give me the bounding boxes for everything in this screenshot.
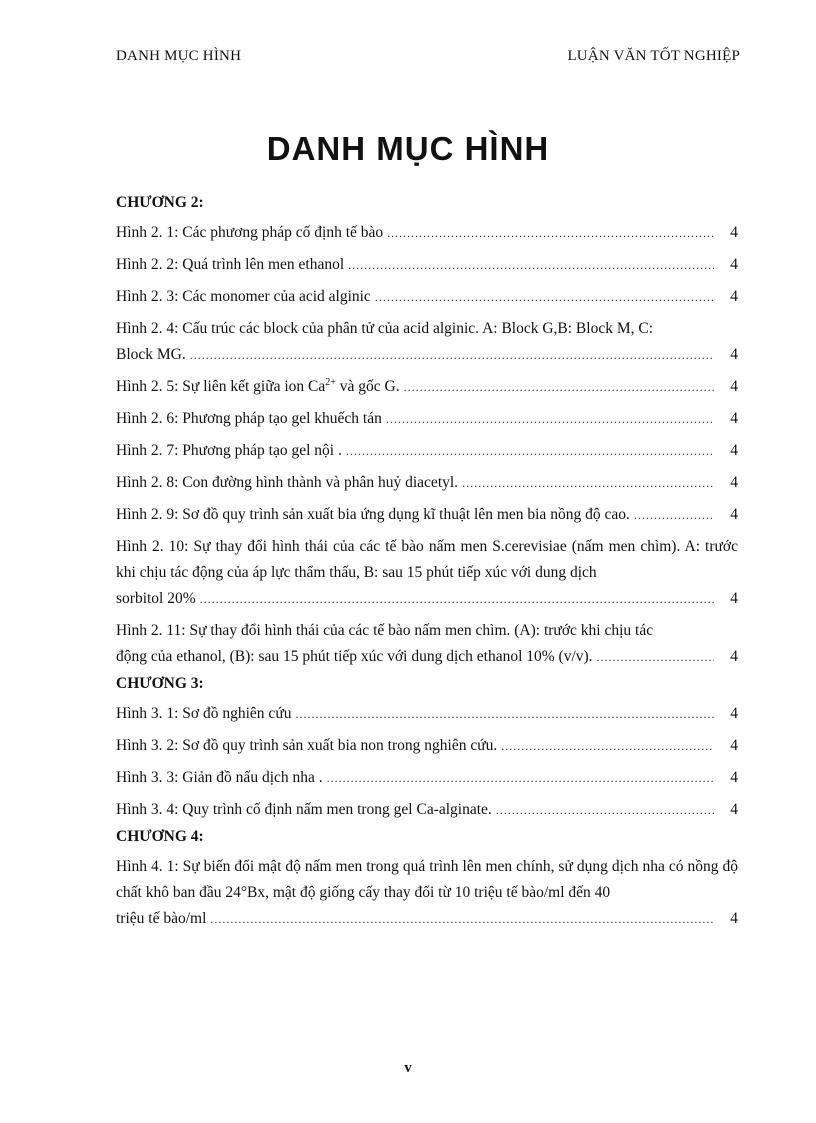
dot-leader (348, 252, 714, 278)
toc-list (116, 192, 738, 935)
header-left: DANH MỤC HÌNH (116, 48, 242, 64)
entry-page: 4 (730, 769, 738, 786)
toc-entry[interactable] (116, 406, 738, 432)
chapter-heading: CHƯƠNG 3: (116, 675, 204, 692)
superscript: 2+ (325, 376, 336, 388)
entry-text: Hình 3. 3: Giản đồ nấu dịch nha . (116, 769, 323, 786)
dot-leader (346, 438, 714, 464)
dot-leader (496, 797, 714, 823)
page-title: DANH MỤC HÌNH (266, 130, 550, 167)
entry-page: 4 (730, 801, 738, 818)
entry-page: 4 (730, 256, 738, 273)
entry-page: 4 (730, 648, 738, 665)
toc-entry[interactable] (116, 701, 738, 727)
entry-page: 4 (730, 346, 738, 363)
entry-text-continued: triệu tế bào/ml (116, 910, 207, 927)
entry-text: Hình 2. 7: Phương pháp tạo gel nội . (116, 442, 342, 459)
chapter-heading: CHƯƠNG 2: (116, 194, 204, 211)
entry-page: 4 (730, 442, 738, 459)
toc-entry[interactable] (116, 797, 738, 823)
entry-text: Hình 2. 9: Sơ đồ quy trình sản xuất bia ứng dụng kĩ thuật lên men bia nồng độ cao. (116, 506, 630, 523)
toc-entry[interactable] (116, 438, 738, 464)
dot-leader (375, 284, 714, 310)
entry-page: 4 (730, 224, 738, 241)
entry-text: Hình 2. 3: Các monomer của acid alginic (116, 288, 371, 305)
entry-page: 4 (730, 705, 738, 722)
entry-text: Hình 2. 4: Cấu trúc các block của phân tử của acid alginic. A: Block G,B: Block M, C: (116, 320, 654, 337)
entry-page: 4 (730, 910, 738, 927)
entry-text: Hình 2. 1: Các phương pháp cố định tế bào (116, 224, 384, 241)
entry-text: Hình 2. 8: Con đường hình thành và phân huỷ diacetyl. (116, 474, 459, 491)
toc-entry[interactable] (116, 502, 738, 528)
toc-entry[interactable] (116, 618, 738, 670)
dot-leader (327, 765, 714, 791)
entry-text: Hình 2. 5: Sự liên kết giữa ion $Ca^{2+}$ và gốc G. (116, 376, 400, 395)
entry-page: 4 (730, 474, 738, 491)
dot-leader (404, 374, 714, 400)
entry-page: 4 (730, 288, 738, 305)
chapter-heading: CHƯƠNG 4: (116, 828, 204, 845)
entry-text: Hình 4. 1: Sự biến đổi mật độ nấm men trong quá trình lên men chính, sử dụng dịch nha có nồng độ chất khô ban đầu 24°Bx, mật độ giống cấy thay đổi từ 10 triệu tế bào/ml đến 40 (116, 858, 738, 901)
toc-entry[interactable] (116, 854, 738, 932)
toc-entry[interactable] (116, 252, 738, 278)
toc-entry[interactable] (116, 374, 738, 400)
entry-page: 4 (730, 378, 738, 395)
toc-entry[interactable] (116, 316, 738, 368)
page-number: v (404, 1060, 412, 1076)
dot-leader (200, 586, 714, 612)
entry-text-continued: động của ethanol, (B): sau 15 phút tiếp xúc với dung dịch ethanol 10% (v/v). (116, 648, 593, 665)
dot-leader (210, 906, 714, 932)
dot-leader (462, 470, 714, 496)
entry-page: 4 (730, 737, 738, 754)
header-right: LUẬN VĂN TỐT NGHIỆP (567, 48, 740, 64)
dot-leader (190, 342, 714, 368)
entry-text: Hình 3. 1: Sơ đồ nghiên cứu (116, 705, 292, 722)
dot-leader (597, 644, 714, 670)
toc-entry[interactable] (116, 220, 738, 246)
toc-entry[interactable] (116, 733, 738, 759)
entry-text: Hình 2. 10: Sự thay đổi hình thái của các tế bào nấm men S.cerevisiae (nấm men chìm). A: trước khi chịu tác động của áp lực thẩm thấu, B: sau 15 phút tiếp xúc với dung dịch (116, 538, 738, 581)
entry-page: 4 (730, 590, 738, 607)
entry-text: Hình 3. 4: Quy trình cố định nấm men trong gel Ca-alginate. (116, 801, 492, 818)
dot-leader (295, 701, 714, 727)
dot-leader (501, 733, 714, 759)
toc-entry[interactable] (116, 765, 738, 791)
entry-text: Hình 2. 11: Sự thay đổi hình thái của các tế bào nấm men chìm. (A): trước khi chịu tác (116, 622, 654, 639)
entry-text-continued: sorbitol 20% (116, 590, 196, 607)
entry-text: Hình 2. 6: Phương pháp tạo gel khuếch tán (116, 410, 382, 427)
dot-leader (387, 220, 714, 246)
dot-leader (386, 406, 714, 432)
toc-entry[interactable] (116, 534, 738, 612)
entry-text-continued: Block MG. (116, 346, 186, 363)
entry-text: Hình 2. 2: Quá trình lên men ethanol (116, 256, 345, 273)
entry-page: 4 (730, 506, 738, 523)
entry-text: Hình 3. 2: Sơ đồ quy trình sản xuất bia non trong nghiên cứu. (116, 737, 498, 754)
dot-leader (634, 502, 714, 528)
toc-entry[interactable] (116, 284, 738, 310)
toc-entry[interactable] (116, 470, 738, 496)
entry-page: 4 (730, 410, 738, 427)
